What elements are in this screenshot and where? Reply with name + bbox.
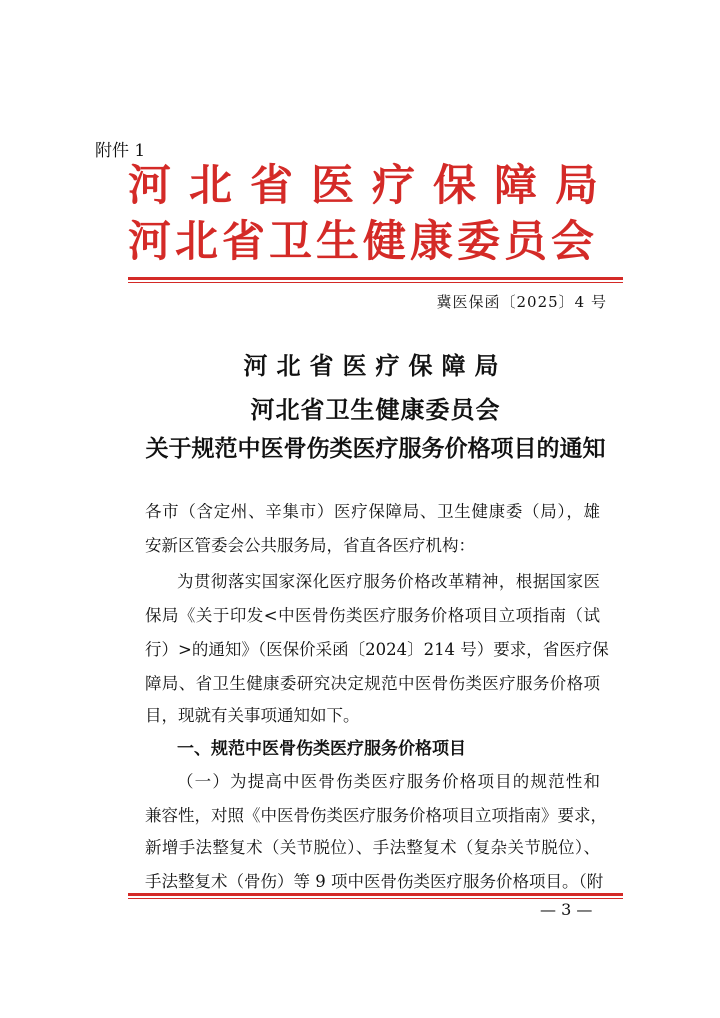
title-line-3: 关于规范中医骨伤类医疗服务价格项目的通知: [145, 435, 606, 462]
paragraph-line: 手法整复术（骨伤）等 9 项中医骨伤类医疗服务价格项目。（附: [145, 872, 604, 891]
red-header-rule: [128, 277, 623, 280]
paragraph-line: 保局《关于印发<中医骨伤类医疗服务价格项目立项指南（试: [145, 606, 600, 625]
paragraph-line: 新增手法整复术（关节脱位）、手法整复术（复杂关节脱位）、: [145, 838, 600, 857]
paragraph-line: 为贯彻落实国家深化医疗服务价格改革精神，根据国家医: [177, 572, 600, 591]
document-number: 冀医保函〔2025〕4 号: [436, 293, 607, 311]
addressee-line: 各市（含定州、辛集市）医疗保障局、卫生健康委（局），雄: [145, 502, 600, 521]
issuing-agency-2: 河北省卫生健康委员会: [128, 217, 598, 267]
page-number: — 3 —: [540, 900, 593, 919]
addressee-line: 安新区管委会公共服务局，省直各医疗机构：: [145, 536, 475, 555]
title-line-2: 河北省卫生健康委员会: [250, 395, 501, 424]
paragraph-line: （一）为提高中医骨伤类医疗服务价格项目的规范性和: [177, 772, 600, 791]
title-line-1: 河北省医疗保障局: [243, 351, 508, 380]
red-header-rule-thin: [128, 282, 623, 283]
paragraph-line: 障局、省卫生健康委研究决定规范中医骨伤类医疗服务价格项: [145, 674, 600, 693]
paragraph-line: 兼容性，对照《中医骨伤类医疗服务价格项目立项指南》要求，: [145, 806, 607, 825]
red-footer-rule: [128, 893, 623, 896]
section-heading: 一、规范中医骨伤类医疗服务价格项目: [177, 739, 466, 759]
issuing-agency-1: 河北省医疗保障局: [128, 161, 616, 211]
red-footer-rule-thin: [128, 898, 623, 899]
paragraph-line: 目，现就有关事项通知如下。: [145, 706, 360, 725]
paragraph-line: 行）>的通知》（医保价采函〔2024〕214 号）要求，省医疗保: [145, 640, 609, 659]
attachment-label: 附件 1: [95, 141, 146, 161]
